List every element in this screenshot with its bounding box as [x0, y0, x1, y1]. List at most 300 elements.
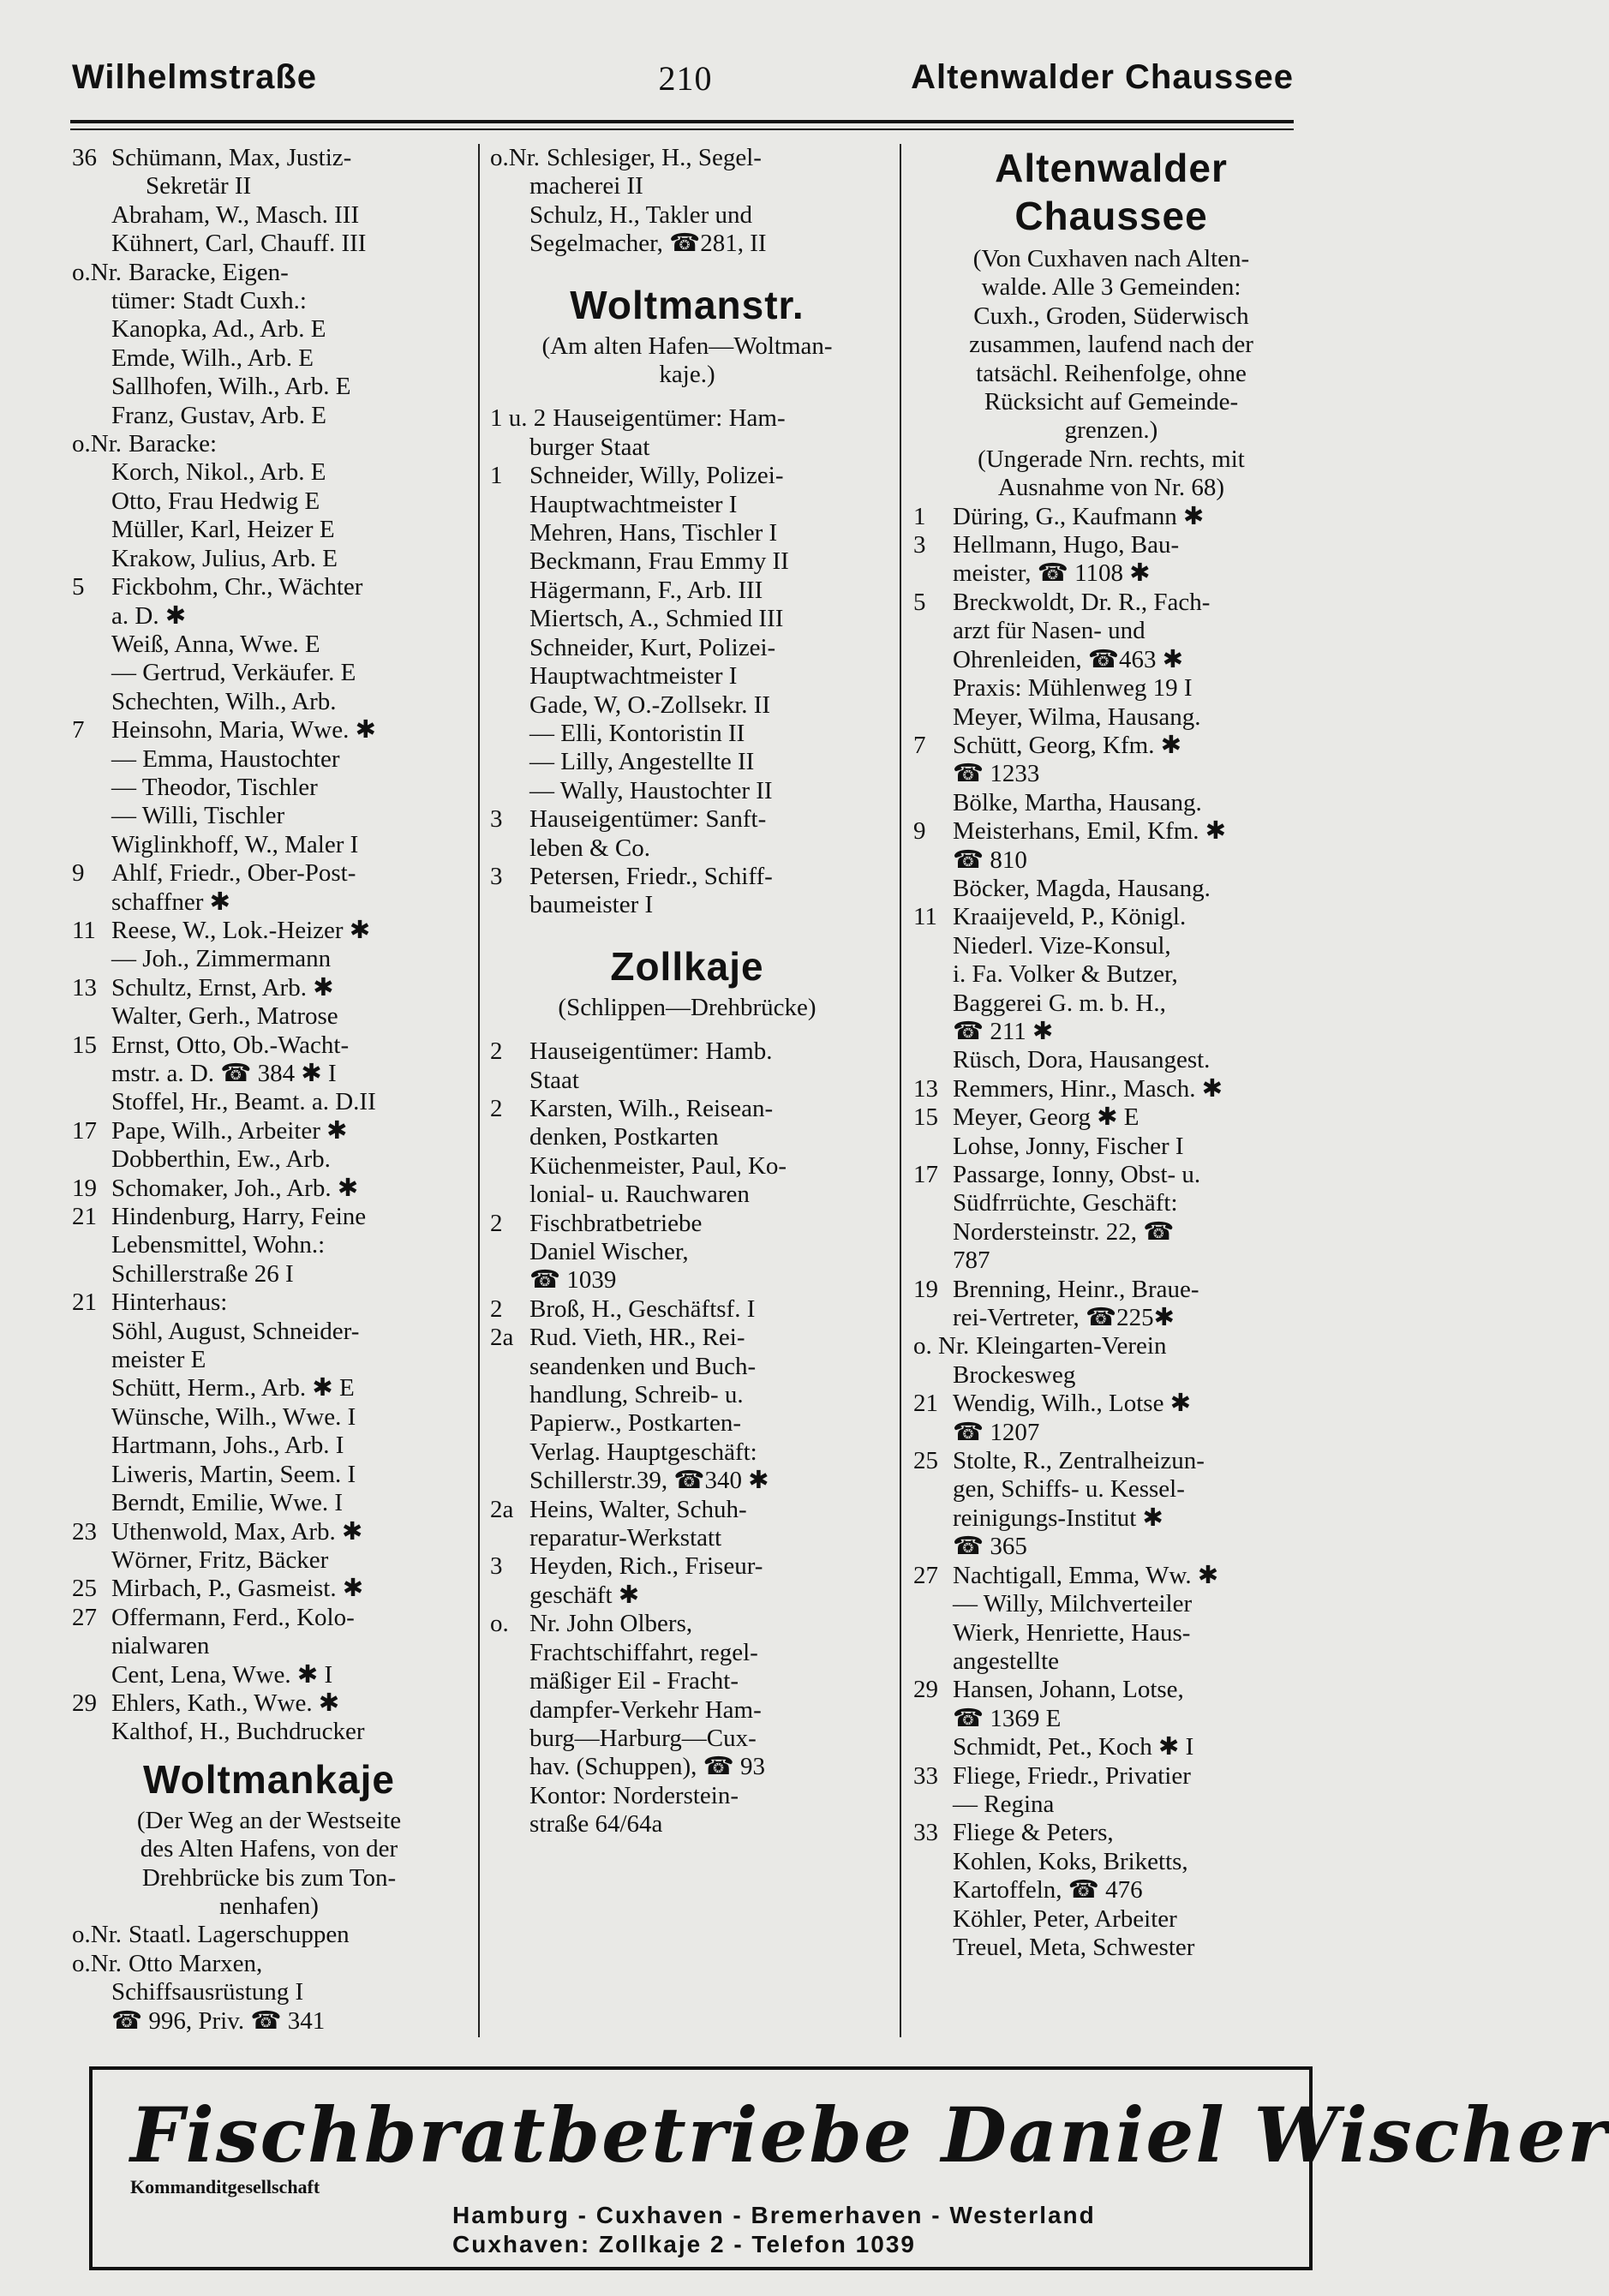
house-number	[490, 834, 529, 863]
entry-text: geschäft ✱	[529, 1581, 640, 1609]
house-number: 5	[913, 588, 926, 616]
house-number	[913, 1419, 953, 1447]
house-number: 27	[913, 1561, 938, 1589]
list-item	[913, 1676, 1309, 1704]
house-number: 21	[72, 1289, 97, 1317]
house-number	[72, 945, 111, 973]
house-number	[490, 720, 529, 748]
entry-text: Petersen, Friedr., Schiff-	[529, 862, 773, 890]
list-item	[72, 573, 466, 601]
entry-text: Cent, Lena, Wwe. ✱ I	[111, 1660, 333, 1689]
entry-text: Sekretär II	[146, 172, 252, 200]
entry-text: ☎ 1039	[529, 1266, 617, 1294]
entry-text: Ernst, Otto, Ob.-Wacht-	[111, 1031, 350, 1059]
house-number	[72, 487, 111, 516]
house-number	[72, 1346, 111, 1374]
list-item	[913, 1133, 1309, 1161]
entry-text: a. D. ✱	[111, 601, 187, 630]
entry-text: dampfer-Verkehr Ham-	[529, 1695, 762, 1724]
house-number	[913, 617, 953, 645]
list-item	[72, 2007, 466, 2036]
house-number: 2a	[490, 1495, 514, 1523]
column-divider	[478, 144, 480, 2037]
entry-text: Ohrenleiden, ☎463 ✱	[953, 645, 1184, 673]
entry-text: angestellte	[953, 1647, 1060, 1675]
house-number	[72, 774, 111, 802]
house-number	[913, 1619, 953, 1647]
description-line: Drehbrücke bis zum Ton-	[141, 1863, 397, 1892]
entry-text: Treuel, Meta, Schwester	[953, 1933, 1195, 1961]
entry-text: Fickbohm, Chr., Wächter	[111, 573, 363, 601]
entry-text: Söhl, August, Schneider-	[111, 1317, 360, 1345]
section-description	[913, 245, 1309, 503]
house-number	[72, 1489, 111, 1517]
list-item	[913, 1046, 1309, 1074]
entry-text: Otto, Frau Hedwig E	[111, 487, 320, 515]
house-number	[490, 1067, 529, 1095]
list-item	[72, 516, 466, 544]
entry-text: — Willi, Tischler	[111, 802, 285, 830]
list-item	[72, 1374, 466, 1402]
entry-text: ☎ 1369 E	[953, 1704, 1062, 1732]
description-line: nenhafen)	[219, 1892, 319, 1920]
entry-text: Hauptwachtmeister I	[529, 662, 738, 691]
entry-text: — Lilly, Angestellte II	[529, 748, 755, 776]
entry-text: Hägermann, F., Arb. III	[529, 576, 763, 604]
house-number	[490, 1438, 529, 1467]
house-number: 2	[490, 1094, 503, 1122]
house-number: o.Nr.	[72, 258, 122, 286]
house-number	[72, 1546, 111, 1575]
house-number	[72, 2007, 111, 2036]
list-item	[490, 230, 884, 258]
house-number	[913, 1905, 953, 1934]
entry-text: ☎ 211 ✱	[953, 1017, 1054, 1045]
list-item	[72, 259, 466, 287]
house-number	[72, 1374, 111, 1402]
house-number	[72, 1318, 111, 1346]
entry-text: Krakow, Julius, Arb. E	[111, 544, 338, 572]
description-line: (Von Cuxhaven nach Alten-	[972, 245, 1250, 272]
house-number: 21	[72, 1203, 97, 1231]
list-item	[913, 1504, 1309, 1533]
list-item	[913, 1619, 1309, 1647]
house-number	[913, 1590, 953, 1618]
house-number	[72, 888, 111, 917]
list-item	[72, 1489, 466, 1517]
list-item	[72, 774, 466, 802]
entry-text: — Theodor, Tischler	[111, 773, 318, 801]
list-item	[913, 903, 1309, 931]
house-number	[72, 1002, 111, 1031]
list-item	[72, 487, 466, 516]
house-number	[72, 745, 111, 774]
list-item	[72, 1203, 466, 1231]
house-number	[72, 831, 111, 859]
entry-text: Ahlf, Friedr., Ober-Post-	[111, 859, 356, 888]
entry-text: Schiffsausrüstung I	[111, 1978, 304, 2006]
entry-text: Küchenmeister, Paul, Ko-	[529, 1151, 787, 1180]
entry-text: Hauptwachtmeister I	[529, 490, 738, 518]
house-number	[913, 703, 953, 732]
entry-text: reinigungs-Institut ✱	[953, 1504, 1163, 1532]
entry-text: straße 64/64a	[529, 1810, 663, 1839]
list-item	[913, 1647, 1309, 1676]
house-number: 25	[72, 1575, 97, 1603]
list-item	[490, 1324, 884, 1352]
house-number: 23	[72, 1517, 97, 1546]
list-item	[72, 859, 466, 888]
list-item	[490, 491, 884, 519]
house-number	[72, 688, 111, 716]
entry-text: Brenning, Heinr., Braue-	[953, 1275, 1199, 1303]
list-item	[490, 1639, 884, 1667]
entry-text: Hellmann, Hugo, Bau-	[953, 531, 1180, 559]
list-item	[490, 1467, 884, 1495]
house-number: 9	[72, 859, 85, 888]
list-item	[490, 547, 884, 576]
list-item	[913, 932, 1309, 960]
entry-text: Lebensmittel, Wohn.:	[111, 1231, 326, 1259]
house-number: 11	[72, 916, 96, 944]
list-item	[490, 1753, 884, 1781]
list-item	[72, 631, 466, 659]
list-item	[913, 846, 1309, 875]
list-item	[72, 1117, 466, 1145]
entry-text: — Joh., Zimmermann	[111, 945, 332, 973]
house-number: 15	[913, 1103, 938, 1132]
house-number	[913, 1046, 953, 1074]
list-item	[913, 559, 1309, 588]
entry-text: Fliege, Friedr., Privatier	[953, 1761, 1191, 1790]
house-number	[72, 230, 111, 258]
description-line: grenzen.)	[1064, 416, 1158, 445]
house-number	[72, 344, 111, 373]
house-number	[490, 1753, 529, 1781]
list-item	[72, 144, 466, 172]
house-number: 36	[72, 144, 97, 171]
list-item	[72, 917, 466, 945]
entry-text: Meyer, Georg ✱ E	[953, 1103, 1139, 1132]
entry-text: Wendig, Wilh., Lotse ✱	[953, 1390, 1192, 1418]
house-number	[490, 777, 529, 805]
description-line: zusammen, laufend nach der	[969, 331, 1253, 359]
wilhelmstrasse-continued-entries	[490, 144, 884, 259]
description-line: tatsächl. Reihenfolge, ohne	[976, 359, 1247, 387]
list-item	[913, 1332, 1309, 1360]
house-number	[72, 1403, 111, 1432]
list-item	[72, 230, 466, 258]
entry-text: Böcker, Magda, Hausang.	[953, 874, 1211, 902]
entry-text: Schlesiger, H., Segel-	[547, 144, 762, 171]
entry-text: Staatl. Lagerschuppen	[129, 1921, 350, 1949]
entry-text: Bölke, Martha, Hausang.	[953, 788, 1202, 816]
list-item	[913, 760, 1309, 788]
entry-text: meister E	[111, 1346, 206, 1374]
entry-text: Daniel Wischer,	[529, 1238, 689, 1265]
entry-text: Heins, Walter, Schuh-	[529, 1495, 747, 1523]
house-number: o.	[490, 1610, 509, 1638]
entry-text: Hauseigentümer: Hamb.	[529, 1037, 773, 1066]
section-description	[490, 332, 884, 390]
list-item	[490, 1381, 884, 1409]
list-item	[72, 458, 466, 487]
house-number	[72, 631, 111, 659]
list-item	[72, 430, 466, 458]
entry-text: Kartoffeln, ☎ 476	[953, 1876, 1143, 1904]
entry-text: Papierw., Postkarten-	[529, 1409, 741, 1438]
house-number	[72, 201, 111, 230]
house-number	[490, 1696, 529, 1725]
entry-text: burg—Harburg—Cux-	[529, 1724, 757, 1752]
entry-text: 787	[953, 1247, 990, 1275]
entry-text: Remmers, Hinr., Masch. ✱	[953, 1074, 1223, 1103]
house-number	[913, 1848, 953, 1876]
house-number: 17	[72, 1116, 97, 1145]
house-number	[490, 230, 529, 258]
house-number	[72, 315, 111, 344]
list-item	[913, 1390, 1309, 1418]
entry-text: Schütt, Georg, Kfm. ✱	[953, 731, 1182, 759]
list-item	[72, 1318, 466, 1346]
list-item	[490, 605, 884, 633]
entry-text: gen, Schiffs- u. Kessel-	[953, 1475, 1185, 1504]
list-item	[490, 144, 884, 172]
list-item	[490, 1210, 884, 1238]
section-title-woltmankaje: Woltmankaje	[143, 1756, 395, 1802]
house-number: 3	[913, 531, 926, 559]
entry-text: Staat	[529, 1066, 579, 1094]
entry-text: Fliege & Peters,	[953, 1819, 1114, 1847]
entry-text: Karsten, Wilh., Reisean-	[529, 1094, 774, 1122]
entry-text: Mehren, Hans, Tischler I	[529, 519, 778, 547]
list-item	[72, 1546, 466, 1575]
list-item	[913, 1791, 1309, 1819]
list-item	[490, 1667, 884, 1695]
entry-text: tümer: Stadt Cuxh.:	[111, 287, 307, 315]
list-item	[913, 1247, 1309, 1275]
entry-text: Offermann, Ferd., Kolo-	[111, 1603, 355, 1631]
description-line: Rücksicht auf Gemeinde-	[984, 388, 1239, 416]
list-item	[490, 1725, 884, 1753]
entry-text: schaffner ✱	[111, 888, 230, 916]
house-number	[72, 1978, 111, 2006]
list-item	[490, 1581, 884, 1610]
list-item	[72, 545, 466, 573]
list-item	[72, 1575, 466, 1603]
list-item	[72, 1661, 466, 1689]
entry-text: handlung, Schreib- u.	[529, 1381, 744, 1409]
entry-text: Broß, H., Geschäftsf. I	[529, 1294, 756, 1323]
house-number	[913, 674, 953, 703]
entry-text: Schechten, Wilh., Arb.	[111, 687, 337, 715]
house-number	[490, 1524, 529, 1552]
entry-text: Emde, Wilh., Arb. E	[111, 344, 314, 372]
list-item	[913, 1103, 1309, 1132]
house-number	[490, 691, 529, 720]
house-number	[913, 1361, 953, 1390]
entry-text: Beckmann, Frau Emmy II	[529, 547, 789, 576]
list-item	[490, 891, 884, 919]
house-number	[490, 1152, 529, 1181]
entry-text: Otto Marxen,	[129, 1949, 263, 1977]
house-number	[490, 1639, 529, 1667]
house-number	[72, 659, 111, 687]
entry-text: Rud. Vieth, HR., Rei-	[529, 1324, 745, 1352]
house-number	[913, 1647, 953, 1676]
house-number: 13	[72, 973, 97, 1002]
list-item	[913, 1447, 1309, 1475]
house-number: 2	[490, 1209, 503, 1237]
entry-text: Kleingarten-Verein	[976, 1332, 1167, 1360]
house-number	[913, 1876, 953, 1904]
list-item	[72, 1403, 466, 1432]
house-number: o.Nr.	[72, 430, 122, 458]
house-number	[913, 960, 953, 989]
entry-text: Breckwoldt, Dr. R., Fach-	[953, 588, 1211, 616]
entry-text: meister, ☎ 1108 ✱	[953, 559, 1151, 588]
house-number: 11	[913, 903, 937, 931]
section-description	[490, 994, 884, 1022]
list-item	[913, 1075, 1309, 1103]
house-number	[490, 1181, 529, 1209]
house-number	[913, 846, 953, 875]
house-number	[913, 1475, 953, 1504]
list-item	[913, 531, 1309, 559]
list-item	[72, 1921, 466, 1949]
list-item	[913, 1733, 1309, 1761]
entry-text: i. Fa. Volker & Butzer,	[953, 960, 1178, 989]
entry-text: Hindenburg, Harry, Feine	[111, 1203, 367, 1231]
list-item	[72, 1604, 466, 1632]
entry-text: Dobberthin, Ew., Arb.	[111, 1145, 331, 1174]
list-item	[490, 172, 884, 200]
list-item	[72, 659, 466, 687]
house-number: 17	[913, 1161, 938, 1188]
list-item	[72, 1718, 466, 1746]
list-item	[913, 990, 1309, 1018]
ad-title: Fischbratbetriebe Daniel Wischer	[130, 2090, 1609, 2179]
house-number	[913, 990, 953, 1018]
house-number: 21	[913, 1390, 938, 1418]
entry-text: Wörner, Fritz, Bäcker	[111, 1546, 329, 1574]
entry-text: Weiß, Anna, Wwe. E	[111, 630, 320, 658]
list-item	[72, 1289, 466, 1317]
description-line: (Ungerade Nrn. rechts, mit	[978, 445, 1245, 473]
list-item	[72, 1461, 466, 1489]
altenwalder-entries	[913, 503, 1309, 1963]
list-item	[913, 1018, 1309, 1046]
house-number	[913, 875, 953, 903]
section-description	[72, 1807, 466, 1922]
header-rule	[70, 120, 1294, 123]
house-number: 15	[72, 1031, 97, 1059]
list-item	[913, 1361, 1309, 1390]
house-number	[490, 172, 529, 200]
entry-text: — Emma, Haustochter	[111, 744, 340, 773]
house-number	[913, 1733, 953, 1761]
header-rule-thin	[70, 129, 1294, 130]
entry-text: rei-Vertreter, ☎225✱	[953, 1304, 1175, 1332]
house-number: 13	[913, 1074, 938, 1103]
list-item	[913, 674, 1309, 703]
list-item	[913, 1419, 1309, 1447]
entry-text: Frachtschiffahrt, regel-	[529, 1638, 758, 1666]
list-item	[490, 1524, 884, 1552]
entry-text: hav. (Schuppen), ☎ 93	[529, 1753, 766, 1781]
entry-text: — Wally, Haustochter II	[529, 776, 773, 804]
list-item	[913, 503, 1309, 531]
section-title-chaussee: Chaussee	[1014, 194, 1208, 238]
house-number	[72, 1661, 111, 1689]
entry-text: Nr. John Olbers,	[529, 1610, 693, 1638]
entry-text: Wiglinkhoff, W., Maler I	[111, 830, 359, 858]
house-number	[913, 646, 953, 674]
house-number	[913, 1791, 953, 1819]
list-item	[72, 802, 466, 830]
house-number: o.Nr.	[490, 144, 540, 171]
entry-text: Korch, Nikol., Arb. E	[111, 458, 326, 487]
list-item	[72, 1002, 466, 1031]
house-number: 7	[72, 716, 85, 744]
list-item	[490, 433, 884, 462]
house-number	[490, 662, 529, 691]
house-number: 2	[490, 1037, 503, 1066]
entry-text: Schneider, Willy, Polizei-	[529, 462, 784, 490]
ad-address: Cuxhaven: Zollkaje 2 - Telefon 1039	[452, 2231, 916, 2257]
entry-text: ☎ 810	[953, 846, 1027, 874]
column-divider	[900, 144, 901, 2037]
entry-text: Franz, Gustav, Arb. E	[111, 401, 327, 429]
list-item	[913, 1276, 1309, 1304]
list-item	[490, 1295, 884, 1324]
house-number	[490, 201, 529, 230]
house-number	[490, 1667, 529, 1695]
house-number: 1 u. 2	[490, 404, 547, 433]
entry-text: Kraaijeveld, P., Königl.	[953, 903, 1187, 931]
list-item	[490, 1409, 884, 1438]
house-number: 1	[490, 462, 503, 490]
house-number	[913, 1504, 953, 1533]
entry-text: Passarge, Ionny, Obst- u.	[953, 1161, 1201, 1188]
entry-text: Schomaker, Joh., Arb. ✱	[111, 1174, 359, 1202]
entry-text: macherei II	[529, 172, 643, 200]
house-number	[72, 1260, 111, 1289]
entry-text: Heyden, Rich., Friseur-	[529, 1552, 763, 1581]
list-item	[490, 777, 884, 805]
description-line: des Alten Hafens, von der	[140, 1835, 398, 1863]
description-line: walde. Alle 3 Gemeinden:	[981, 273, 1241, 302]
entry-text: Uthenwold, Max, Arb. ✱	[111, 1517, 363, 1546]
list-item	[490, 1696, 884, 1725]
entry-text: Schultz, Ernst, Arb. ✱	[111, 973, 334, 1002]
house-number	[72, 458, 111, 487]
house-number	[490, 547, 529, 576]
list-item	[72, 945, 466, 973]
list-item	[913, 1905, 1309, 1934]
house-number	[913, 1189, 953, 1217]
entry-text: Lohse, Jonny, Fischer I	[953, 1132, 1184, 1160]
list-item	[913, 1590, 1309, 1618]
entry-text: Pape, Wilh., Arbeiter ✱	[111, 1116, 348, 1145]
entry-text: mäßiger Eil - Fracht-	[529, 1667, 739, 1695]
list-item	[490, 519, 884, 547]
list-item	[72, 344, 466, 373]
advertisement-box	[89, 2066, 1609, 2270]
list-item	[72, 1231, 466, 1259]
house-number	[490, 1725, 529, 1753]
ad-locations: Hamburg - Cuxhaven - Bremerhaven - Westerland	[452, 2202, 1096, 2228]
